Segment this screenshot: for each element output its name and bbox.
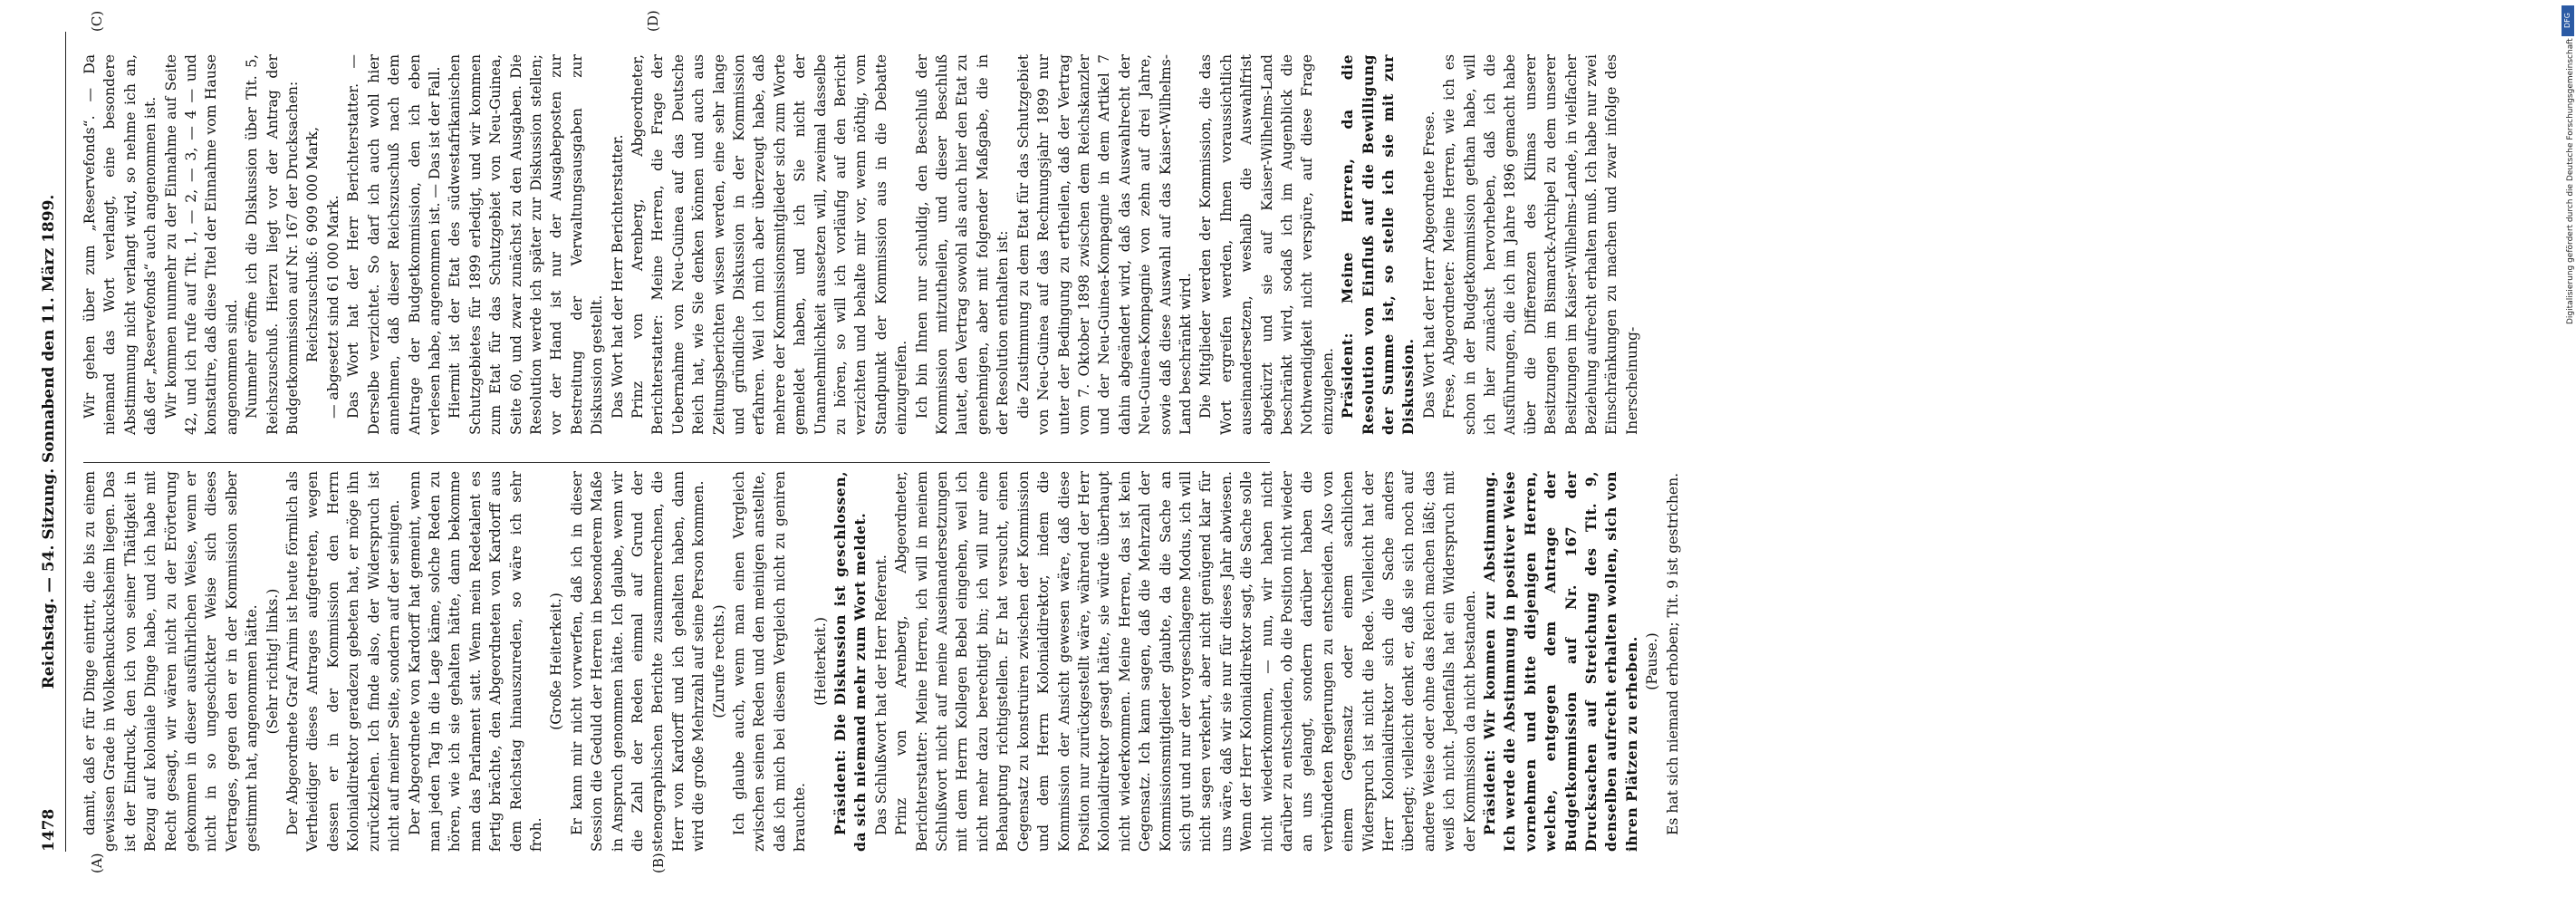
paragraph: — abgesetzt sind 61 000 Mark. [324, 195, 341, 419]
paragraph: Das Schlußwort hat der Herr Referent. [872, 554, 889, 835]
margin-letter-d: (D) [645, 10, 661, 32]
margin-letter-a: (A) [89, 853, 105, 873]
margin-letter-b: (B) [650, 853, 667, 873]
running-title: Reichstag. — 54. Sitzung. Sonnabend den 11. März 1899. [40, 194, 58, 689]
paragraph: Das Wort hat der Herr Berichterstatter. [609, 134, 626, 419]
page-number: 1478 [40, 808, 58, 852]
interjection: (Heiterkeit.) [812, 617, 829, 706]
interjection: (Sehr richtig! links.) [264, 588, 281, 735]
margin-letter-c: (C) [89, 10, 105, 32]
resolution-text: die Zustimmung zu dem Etat für das Schutzgebiet von Neu-Guinea auf das Rechnungsjahr 1899 nur unter der Bedingung zu ertheilen, daß der Vertrag vom 7. Oktober 1898 zwischen dem Reichskanzler und der Neu-Guinea-Kompagnie in dem Artikel 7 dahin abgeändert wird, daß das Auswahlrecht der Neu-Guinea-Kompagnie von zehn auf drei Jahre, sowie daß diese Auswahl auf das Kaiser-Wilhelms-Land beschränkt wird. [1014, 54, 1194, 435]
speaker-paragraph: Prinz von Arenberg, Abgeordneter, Berichterstatter: Meine Herren, die Frage der Uebernahme von Neu-Guinea auf das Deutsche Reich hat, wie Sie denken können und auch aus Zeitungsberichten wissen werden, eine sehr lange und gründliche Diskussion in der Kommission erfahren. Weil ich mich aber überzeugt habe, daß mehrere der Kommissionsmitglieder sich zum Worte gemeldet haben, und ich Sie nicht der Unannehmlichkeit aussetzen will, zweimal dasselbe zu hören, so will ich vorläufig auf den Bericht verzichten und behalte mir vor, wenn nöthig, vom Standpunkt der Kommission aus in die Debatte einzugreifen. [629, 54, 910, 435]
paragraph: Hiermit ist der Etat des südwestafrikanischen Schutzgebietes für 1899 erledigt, und wir kommen zum Etat für das Schutzgebiet von Neu-Guinea, Seite 60, und zwar zunächst zu den Ausgaben. Die Resolution werde ich später zur Diskussion stellen; vor der Hand ist nur der Ausgabeposten zur Bestreitung der Verwaltungsausgaben zur Diskussion gestellt. [447, 54, 606, 435]
paragraph: Das Wort hat der Herr Berichterstatter. — Derselbe verzichtet. So darf ich auch wohl hier annehmen, daß dieser Reichszuschuß nach dem Antrage der Budgetkommission, den ich eben verlesen habe, angenommen ist. — Das ist der Fall. [345, 54, 443, 435]
speaker-paragraph: Frese, Abgeordneter: Meine Herren, wie ich es schon in der Budgetkommission gethan habe, will ich hier zunächst hervorheben, daß ich die Ausführungen, die ich im Jahre 1896 gemacht habe über die Differenzen des Klimas unserer Besitzungen im Bismarck-Archipel zu dem unserer Besitzungen im Kaiser-Wilhelms-Lande, in vielfacher Beziehung aufrecht erhalten muß. Ich habe nur zwei Einschränkungen zu machen und zwar infolge des Inerscheinung- [1441, 54, 1640, 435]
paragraph: Ich bin Ihnen nur schuldig, den Beschluß der Kommission mitzutheilen, und dieser Beschluß lautet, den Vertrag sowohl als auch hier den Etat zu genehmigen, aber mit folgender Maßgabe, die in der Resolution enthalten ist: [913, 54, 1012, 435]
dfg-logo: DFG [2562, 5, 2574, 36]
speaker-paragraph: Präsident: Meine Herren, da die Resolution von Einfluß auf die Bewilligung der Summe ist, so stelle ich sie mit zur Diskussion. [1339, 54, 1418, 435]
column-divider [83, 462, 1270, 463]
page-header [34, 32, 66, 852]
paragraph: Das Wort hat der Herr Abgeordnete Frese. [1420, 111, 1437, 419]
interjection: (Große Heiterkeit.) [548, 593, 565, 730]
paragraph: Die Mitglieder werden der Kommission, die das Wort ergreifen werden, Ihnen voraussichtlich auseinandersetzen, weshalb die Auswahlfrist abgekürzt und sie auf Kaiser-Wilhelms-Land beschränkt wird, sodaß ich im Augenblick die Nothwendigkeit nicht verspüre, auf diese Frage einzugehen. [1197, 54, 1336, 435]
paragraph: Wir kommen nunmehr zu der Einnahme auf Seite 42, und ich rufe auf Tit. 1, — 2, — 3, — 4 — und konstatire, daß diese Titel der Einnahme vom Hause angenommen sind. [162, 54, 240, 435]
digitization-note: Digitalisierung gefördert durch die Deutsche Forschungsgemeinschaft [2566, 38, 2575, 324]
budget-line: Reichszuschuß: 6 909 000 Mark, [304, 127, 322, 362]
paragraph: Ich glaube auch, wenn man einen Vergleich zwischen seinen Reden und den meinigen anstellte, daß ich mich bei diesem Vergleich nicht zu geniren brauchte. [731, 471, 809, 852]
left-column [80, 471, 1681, 852]
paragraph: damit, daß er für Dinge eintritt, die bis zu einem gewissen Grade in Wolkenkuckucksheim liegen. Das ist der Eindruck, den ich von seiner Thätigkeit in Bezug auf koloniale Dinge habe, und ich habe mit Recht gesagt, wir wären nicht zu der Erörterung gekommen in dieser ausführlichen Weise, wenn er nicht in so ungeschickter Weise sich dieses Vertrages, gegen den er in der Kommission selber gestimmt hat, angenommen hätte. [82, 471, 261, 852]
paragraph: Der Abgeordnete Graf Arnim ist heute förmlich als Vertheidiger dieses Antrages aufgetreten, wegen dessen er in der Kommission den Herrn Kolonialdirektor geradezu gebeten hat, er möge ihn zurückziehen. Ich finde also, der Widerspruch ist nicht auf meiner Seite, sondern auf der seinigen. [284, 471, 403, 852]
right-column [80, 54, 1640, 435]
speaker-paragraph: Präsident: Die Diskussion ist geschlossen, da sich niemand mehr zum Wort meldet. [831, 471, 870, 852]
paragraph: Der Abgeordnete von Kardorff hat gemeint, wenn man jeden Tag in die Lage käme, solche Reden zu hören, wie ich sie gehalten hätte, dann bekomme man das Parlament satt. Wenn mein Redetalent es fertig brächte, den Abgeordneten von Kardorff aus dem Reichstag hinauszureden, so wäre ich sehr froh. [406, 471, 544, 852]
interjection: (Zurufe rechts.) [710, 604, 727, 718]
paragraph: Wir gehen über zum „Reservefonds“. — Da niemand das Wort verlangt, eine besondere Abstimmung nicht verlangt wird, so nehme ich an, daß der „Reservefonds“ auch angenommen ist. [82, 54, 159, 435]
interjection: (Pause.) [1644, 632, 1661, 690]
paragraph: Er kann mir nicht vorwerfen, daß ich in dieser Session die Geduld der Herren in besonderem Maße in Anspruch genommen hätte. Ich glaube, wenn wir die Zahl der Reden einmal auf Grund der stenographischen Berichte zusammenrechnen, die Herr von Kardorff und ich gehalten haben, dann wird die große Mehrzahl auf seine Person kommen. [568, 471, 707, 852]
speaker-paragraph: Prinz von Arenberg, Abgeordneter, Berichterstatter: Meine Herren, ich will in meinem Schlußwort nicht auf meine Auseinandersetzungen mit dem Herrn Kollegen Bebel eingehen, weil ich nicht mehr dazu berechtigt bin; ich will nur eine Behauptung richtigstellen. Er hat versucht, einen Gegensatz zu konstruiren zwischen der Kommission und dem Herrn Kolonialdirektor, indem die Kommission der Ansicht gewesen wäre, daß diese Position nur zurückgestellt wäre, während der Herr Kolonialdirektor gesagt hätte, sie würde überhaupt nicht wiederkommen. Meine Herren, das ist kein Gegensatz. Ich kann sagen, daß die Mehrzahl der Kommissionsmitglieder glaubte, da die Sache an sich gut und nur der vorgeschlagene Modus, ich will nicht sagen verkehrt, aber nicht genügend klar für uns wäre, daß wir sie nur für dieses Jahr abwiesen. Wenn der Herr Kolonialdirektor sagt, die Sache solle nicht wiederkommen, — nun, wir haben nicht darüber zu entscheiden, ob die Position nicht wieder an uns gelangt, sondern darüber haben die verbündeten Regierungen zu entscheiden. Also von einem Gegensatz oder einem sachlichen Widerspruch ist nicht die Rede. Vielleicht hat der Herr Kolonialdirektor sich die Sache anders überlegt; vielleicht denkt er, daß sie sich noch auf andere Weise oder ohne das Reich machen läßt; das weiß ich nicht. Jedenfalls hat ein Widerspruch mit der Kommission da nicht bestanden. [893, 471, 1478, 852]
speaker-paragraph: Präsident: Wir kommen zur Abstimmung. Ich werde die Abstimmung in positiver Weise vornehmen und bitte diejenigen Herren, welche, entgegen dem Antrage der Budgetkommission auf Nr. 167 der Drucksachen auf Streichung des Tit. 9, denselben aufrecht erhalten wollen, sich von ihren Plätzen zu erheben. [1481, 471, 1640, 852]
paragraph: Nunmehr eröffne ich die Diskussion über Tit. 5, Reichszuschuß. Hierzu liegt vor der Antrag der Budgetkommission auf Nr. 167 der Drucksachen: [244, 54, 302, 435]
paragraph: Es hat sich niemand erhoben; Tit. 9 ist gestrichen. [1664, 472, 1681, 835]
